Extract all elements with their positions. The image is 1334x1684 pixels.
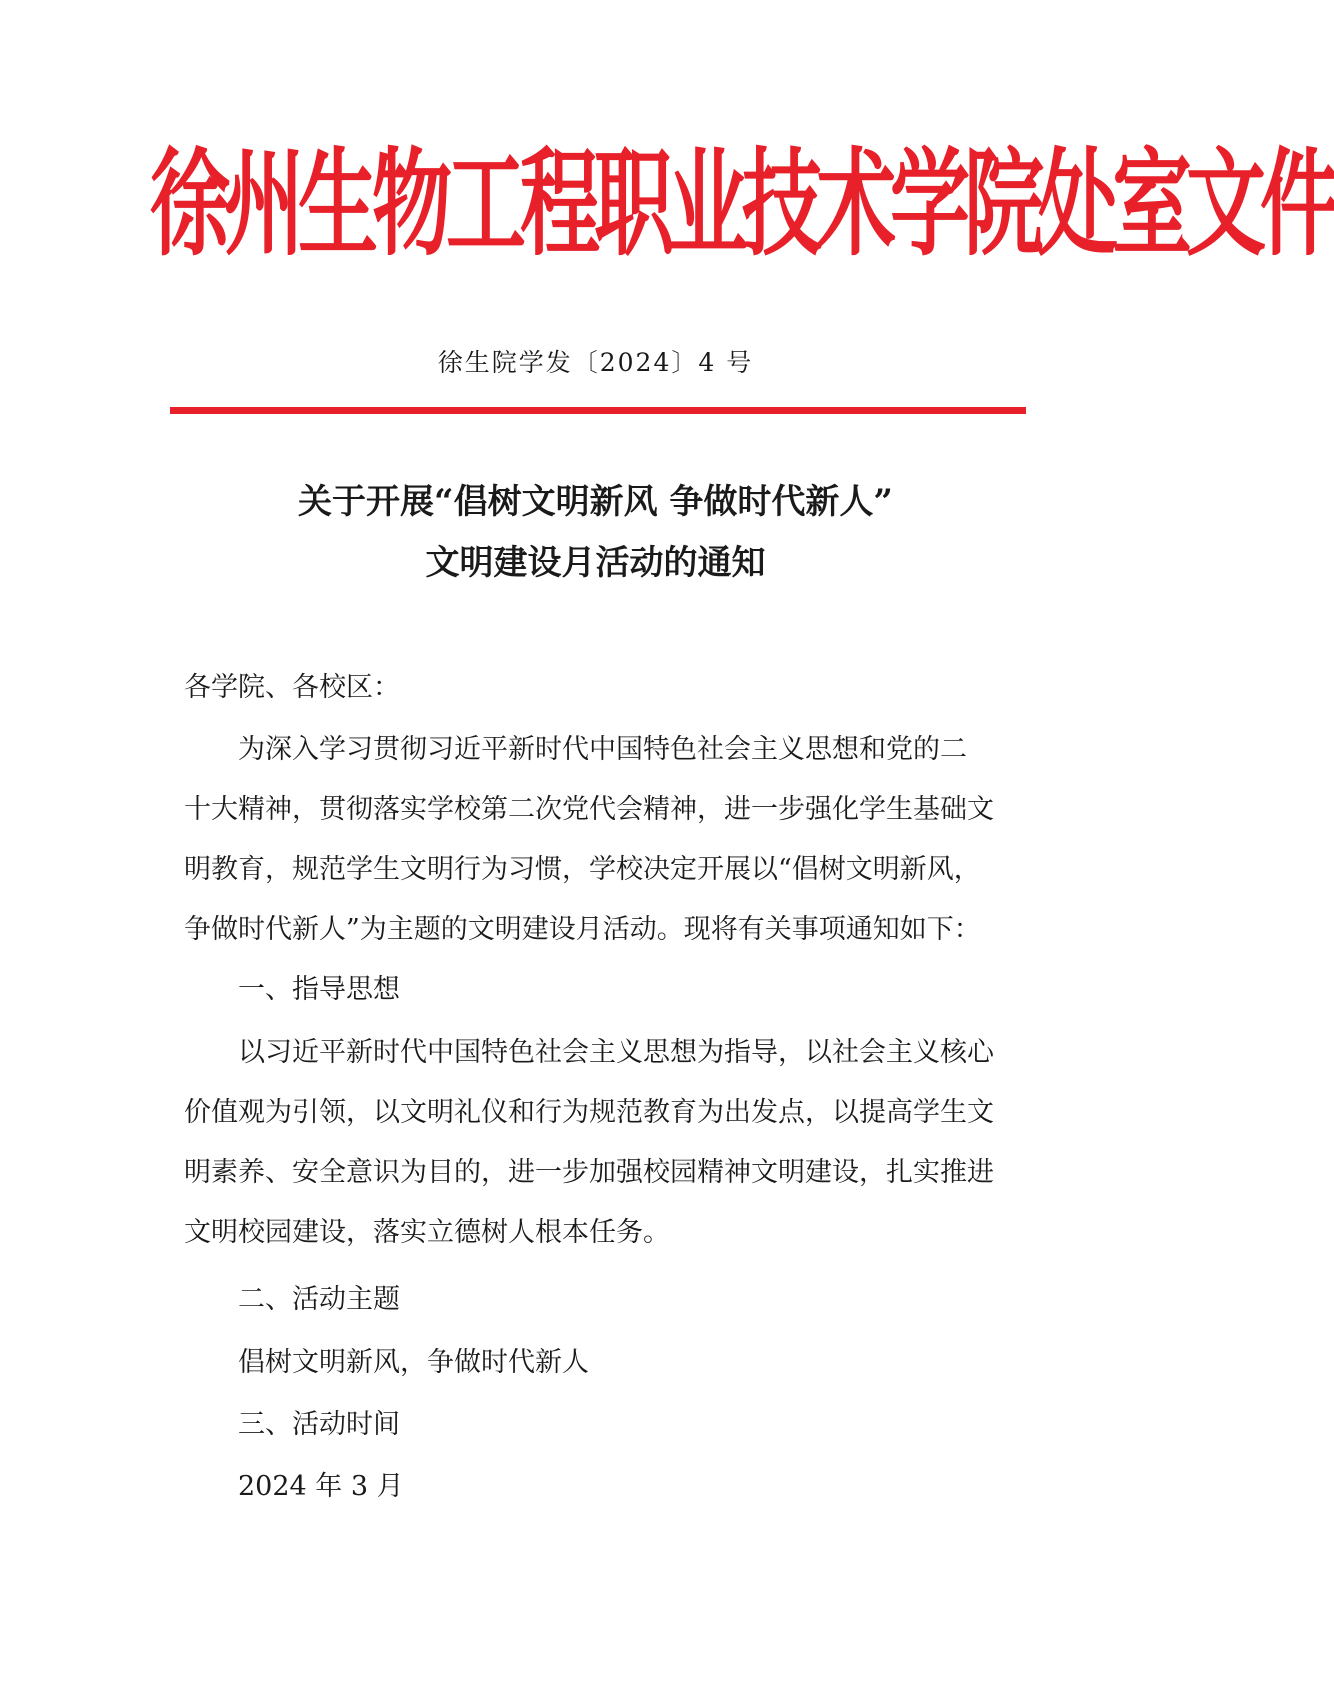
notice-title-line-1: 关于开展“倡树文明新风 争做时代新人” (298, 482, 893, 522)
section-heading-guiding-thought: 一、指导思想 (238, 974, 400, 1005)
section-heading-activity-theme: 二、活动主题 (238, 1284, 400, 1315)
section1-paragraph-line: 文明校园建设，落实立德树人根本任务。 (184, 1217, 670, 1248)
intro-paragraph-line: 为深入学习贯彻习近平新时代中国特色社会主义思想和党的二 (238, 734, 967, 765)
section1-paragraph-line: 价值观为引领，以文明礼仪和行为规范教育为出发点，以提高学生文 (184, 1097, 994, 1128)
section-heading-activity-time: 三、活动时间 (238, 1409, 400, 1440)
salutation: 各学院、各校区： (184, 672, 400, 703)
activity-theme-text: 倡树文明新风，争做时代新人 (238, 1347, 589, 1378)
intro-paragraph-line: 明教育，规范学生文明行为习惯，学校决定开展以“倡树文明新风， (184, 854, 981, 885)
intro-paragraph-line: 争做时代新人”为主题的文明建设月活动。现将有关事项通知如下： (184, 914, 981, 945)
notice-title-line-2: 文明建设月活动的通知 (425, 543, 766, 583)
intro-paragraph-line: 十大精神，贯彻落实学校第二次党代会精神，进一步强化学生基础文 (184, 794, 994, 825)
section1-paragraph-line: 以习近平新时代中国特色社会主义思想为指导，以社会主义核心 (238, 1037, 994, 1068)
header-red-rule (170, 407, 1026, 414)
section1-paragraph-line: 明素养、安全意识为目的，进一步加强校园精神文明建设，扎实推进 (184, 1157, 994, 1188)
activity-time-text: 2024 年 3 月 (238, 1471, 404, 1502)
document-header-title: 徐州生物工程职业技术学院处室文件 (150, 136, 1334, 272)
document-number: 徐生院学发〔2024〕4 号 (437, 348, 754, 377)
